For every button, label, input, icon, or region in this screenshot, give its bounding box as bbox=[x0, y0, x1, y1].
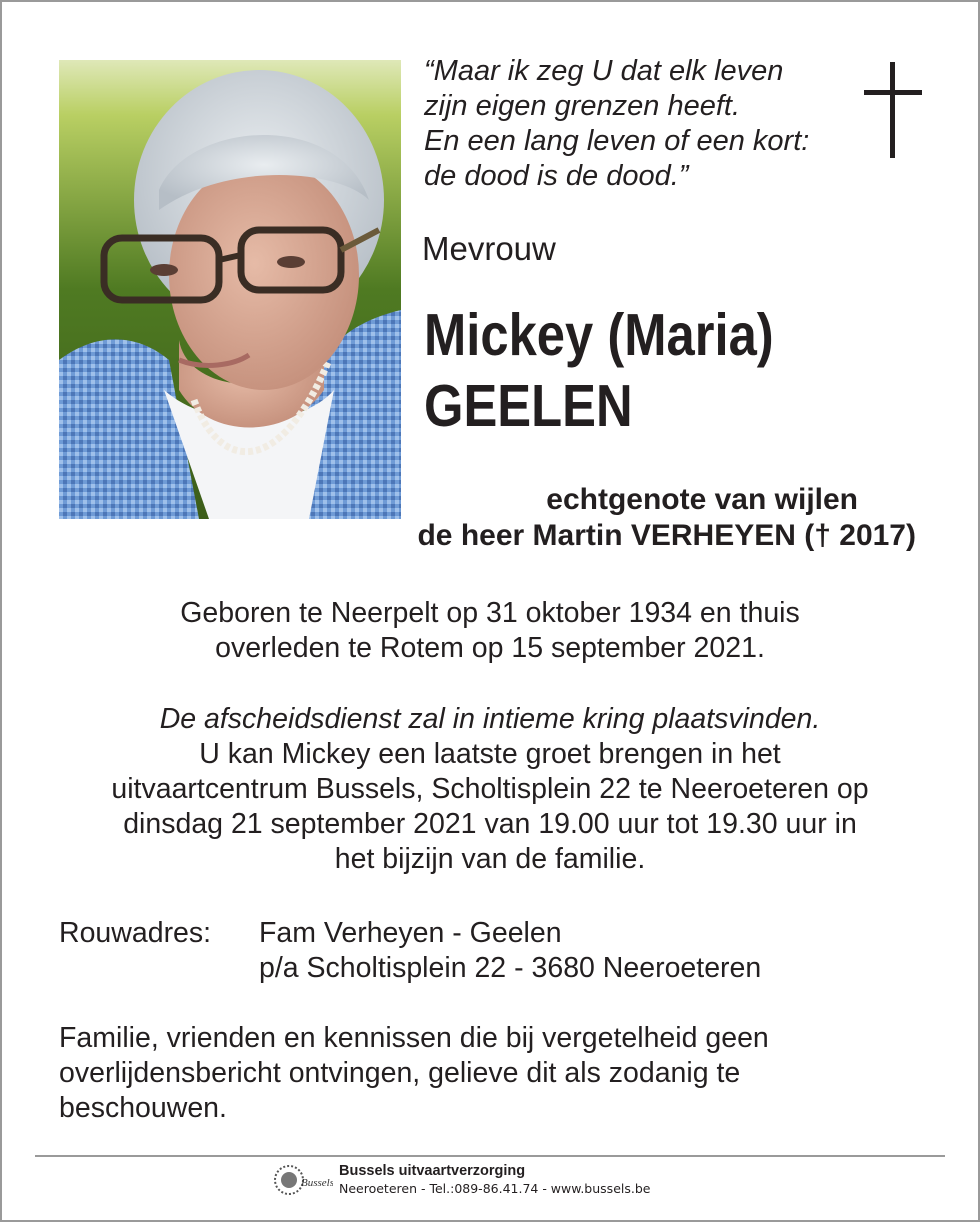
family-note-line-1: Familie, vrienden en kennissen die bij vergetelheid geen bbox=[59, 1022, 769, 1054]
footer bbox=[273, 1162, 650, 1198]
family-note-line-2: overlijdensbericht ontvingen, gelieve dit als zodanig te bbox=[59, 1057, 741, 1089]
birth-line-2: overleden te Rotem op 15 september 2021. bbox=[215, 632, 765, 664]
spouse-info bbox=[417, 482, 916, 554]
company-name: Bussels uitvaartverzorging bbox=[339, 1163, 526, 1179]
spouse-line-1: echtgenote van wijlen bbox=[546, 483, 858, 516]
bussels-logo bbox=[273, 1162, 333, 1198]
honorific: Mevrouw bbox=[422, 230, 556, 267]
quote-line: zijn eigen grenzen heeft. bbox=[424, 90, 740, 122]
service-info bbox=[0, 702, 980, 877]
birth-death-info bbox=[0, 596, 980, 666]
address-label: Rouwadres: bbox=[59, 917, 212, 949]
quote-block bbox=[424, 54, 809, 194]
address-line-1: Fam Verheyen - Geelen bbox=[259, 917, 562, 949]
quote-line: “Maar ik zeg U dat elk leven bbox=[424, 55, 784, 87]
family-note-line-3: beschouwen. bbox=[59, 1092, 227, 1124]
svg-text:Bussels: Bussels bbox=[301, 1177, 333, 1189]
service-line-4: het bijzijn van de familie. bbox=[334, 843, 646, 875]
portrait-photo bbox=[59, 60, 401, 519]
service-line-1: U kan Mickey een laatste groet brengen in het bbox=[199, 738, 781, 770]
spouse-line-2: de heer Martin VERHEYEN († 2017) bbox=[417, 519, 916, 552]
service-line-3: dinsdag 21 september 2021 van 19.00 uur tot 19.30 uur in bbox=[123, 808, 857, 840]
quote-line: de dood is de dood.” bbox=[424, 160, 689, 192]
deceased-name bbox=[424, 300, 774, 442]
deceased-first-name: Mickey (Maria) bbox=[424, 302, 774, 368]
company-contact: Neeroeteren - Tel.:089-86.41.74 - www.bussels.be bbox=[339, 1181, 651, 1196]
deceased-last-name: GEELEN bbox=[424, 373, 633, 439]
address-line-2: p/a Scholtisplein 22 - 3680 Neeroeteren bbox=[259, 952, 762, 984]
cross-icon bbox=[864, 62, 922, 163]
mourning-address bbox=[59, 916, 761, 986]
service-intro: De afscheidsdienst zal in intieme kring plaatsvinden. bbox=[159, 703, 821, 735]
service-line-2: uitvaartcentrum Bussels, Scholtisplein 22 te Neeroeteren op bbox=[111, 773, 869, 805]
footer-divider bbox=[35, 1155, 945, 1157]
quote-line: En een lang leven of een kort: bbox=[424, 125, 810, 157]
family-note bbox=[59, 1021, 769, 1126]
birth-line-1: Geboren te Neerpelt op 31 oktober 1934 en thuis bbox=[180, 597, 800, 629]
